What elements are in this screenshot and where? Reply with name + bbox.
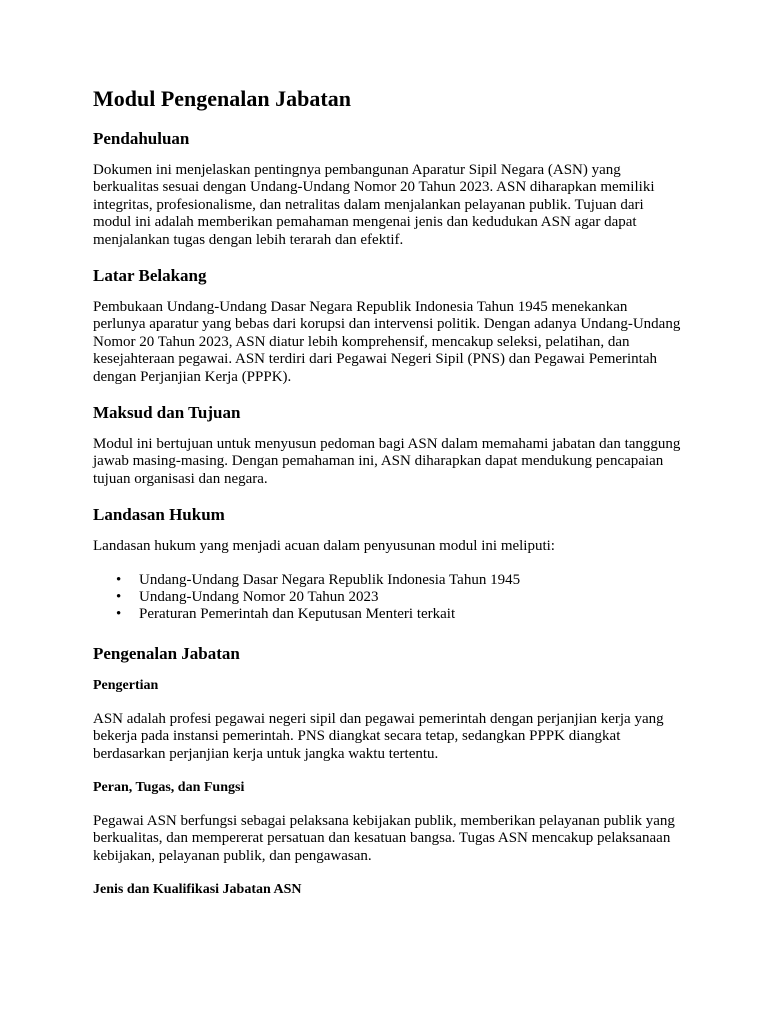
subsection-text-peran-tugas-fungsi: Pegawai ASN berfungsi sebagai pelaksana kebijakan publik, memberikan pelayanan publik yang berkualitas, dan mempererat persatuan dan kesatuan bangsa. Tugas ASN mencakup pelaksanaan kebijakan, pelayanan publik, dan pengawasan.: [93, 812, 675, 864]
bullet-icon: •: [116, 588, 122, 605]
section-heading-pengenalan-jabatan: Pengenalan Jabatan: [93, 643, 240, 663]
section-heading-landasan-hukum: Landasan Hukum: [93, 505, 225, 525]
section-heading-latar-belakang: Latar Belakang: [93, 266, 207, 286]
subsection-text-pengertian: ASN adalah profesi pegawai negeri sipil dan pegawai pemerintah dengan perjanjian kerja yang bekerja pada instansi pemerintah. PNS diangkat secara tetap, sedangkan PPPK diangkat berdasarkan perjanjian kerja untuk jangka waktu tertentu.: [93, 710, 664, 762]
document-title: Modul Pengenalan Jabatan: [93, 86, 351, 111]
section-heading-pendahuluan: Pendahuluan: [93, 129, 190, 148]
section-text-pendahuluan: Dokumen ini menjelaskan pentingnya pembangunan Aparatur Sipil Negara (ASN) yang berkualitas sesuai dengan Undang-Undang Nomor 20 Tahun 2023. ASN diharapkan memiliki integritas, profesionalisme, dan netralitas dalam menjalankan pelayanan publik. Tujuan dari modul ini adalah memberikan pemahaman mengenai jenis dan kedudukan ASN agar dapat menjalankan tugas dengan lebih terarah dan efektif.: [93, 162, 655, 248]
bullet-icon: •: [116, 605, 122, 622]
list-item-text: Peraturan Pemerintah dan Keputusan Menteri terkait: [139, 605, 456, 622]
bullet-icon: •: [116, 571, 122, 588]
section-text-landasan-hukum: Landasan hukum yang menjadi acuan dalam penyusunan modul ini meliputi:: [93, 538, 555, 555]
subsection-heading-peran-tugas-fungsi: Peran, Tugas, dan Fungsi: [93, 779, 245, 795]
list-item: [116, 605, 683, 623]
section-text-maksud-tujuan: Modul ini bertujuan untuk menyusun pedoman bagi ASN dalam memahami jabatan dan tanggung jawab masing-masing. Dengan pemahaman ini, ASN diharapkan dapat mendukung pencapaian tujuan organisasi dan negara.: [93, 436, 681, 487]
section-heading-maksud-tujuan: Maksud dan Tujuan: [93, 403, 241, 423]
subsection-heading-jenis-kualifikasi: Jenis dan Kualifikasi Jabatan ASN: [93, 882, 302, 898]
document-page: [93, 84, 683, 915]
list-item-text: Undang-Undang Dasar Negara Republik Indonesia Tahun 1945: [139, 571, 521, 588]
subsection-heading-pengertian: Pengertian: [93, 677, 159, 693]
section-text-latar-belakang: Pembukaan Undang-Undang Dasar Negara Republik Indonesia Tahun 1945 menekankan perlunya aparatur yang bebas dari korupsi dan intervensi politik. Dengan adanya Undang-Undang Nomor 20 Tahun 2023, ASN diatur lebih komprehensif, mencakup seleksi, pelatihan, dan kesejahteraan pegawai. ASN terdiri dari Pegawai Negeri Sipil (PNS) dan Pegawai Pemerintah dengan Perjanjian Kerja (PPPK).: [93, 299, 681, 385]
legal-basis-list: [93, 572, 683, 623]
list-item: [116, 571, 683, 589]
list-item-text: Undang-Undang Nomor 20 Tahun 2023: [139, 588, 379, 605]
list-item: [116, 588, 683, 606]
